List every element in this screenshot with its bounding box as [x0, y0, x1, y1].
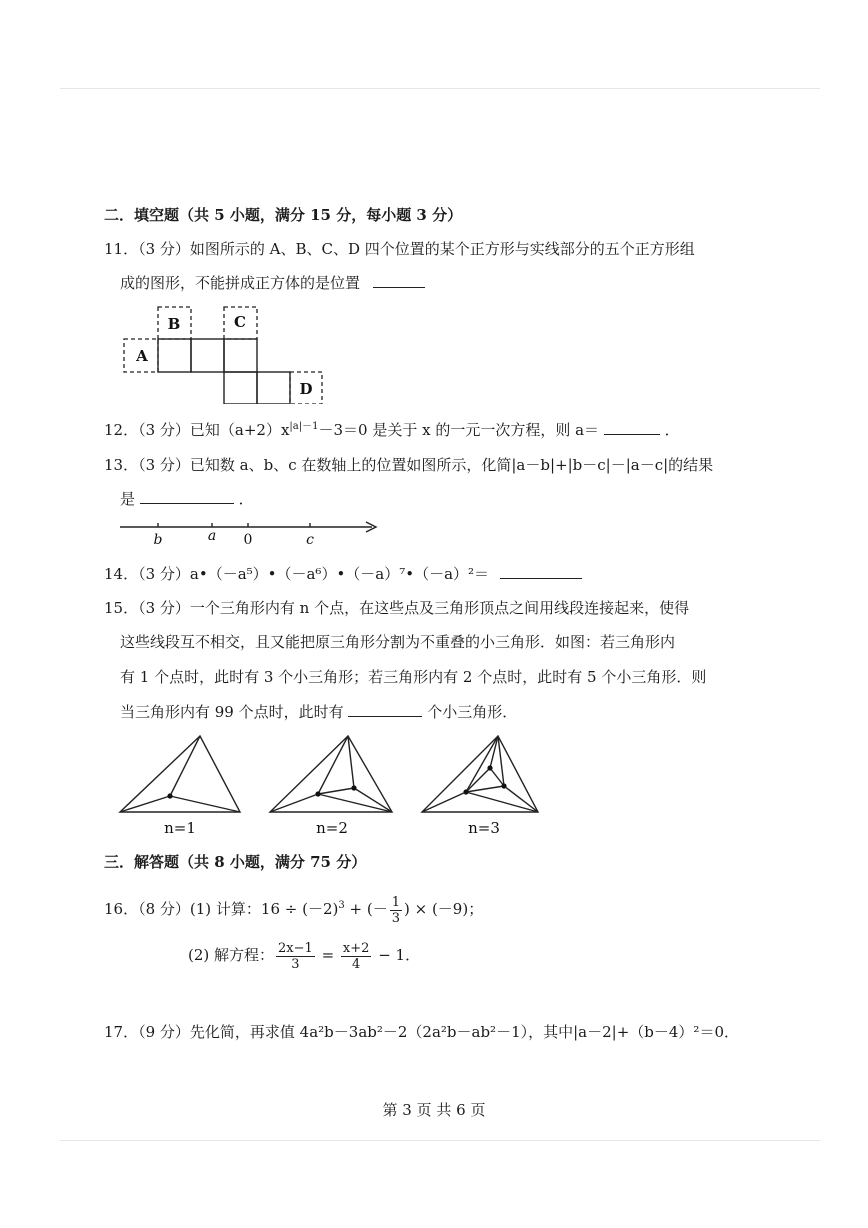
q15-line4-end: 个小三角形． [427, 703, 518, 721]
scan-edge-bottom [60, 1140, 820, 1141]
section-2-heading: 二．填空题（共 5 小题，满分 15 分，每小题 3 分） [104, 206, 463, 224]
axis-label-c: c [306, 532, 314, 548]
q14 [104, 564, 582, 584]
triangle-n3 [422, 736, 538, 812]
q17: 17．（9 分）先化简，再求值 4a²b－3ab²－2（2a²b－ab²－1），其中|a－2|+（b－4）²＝0． [104, 1023, 739, 1041]
point-n2-2 [351, 785, 356, 790]
net-square-1 [158, 339, 191, 372]
q16-part2-frac2-den: 4 [352, 956, 361, 972]
q16-part2-prefix: (2) 解方程： [188, 946, 275, 964]
caption-n1: n=1 [164, 819, 196, 837]
page-footer: 第 3 页 共 6 页 [382, 1101, 486, 1119]
label-c: C [234, 313, 246, 331]
q16-part1 [104, 892, 483, 926]
q14-text: 14．（3 分）a•（－a⁵）•（－a⁶）•（－a）⁷•（－a）²＝ [104, 565, 490, 583]
q14-answer-blank [500, 564, 582, 579]
q16-part2-eq: = [316, 946, 339, 964]
q15-line2: 这些线段互不相交，且又能把原三角形分割为不重叠的小三角形．如图：若三角形内 [120, 633, 676, 651]
axis-label-b: b [153, 532, 163, 548]
cube-net-figure [118, 302, 328, 404]
q16-part2-fraction-2 [341, 941, 372, 972]
q16-part1-frac-num: 1 [391, 894, 400, 910]
q16-part2-end: − 1． [373, 946, 421, 964]
q16-part1-exponent: 3 [338, 900, 345, 911]
net-square-5 [257, 372, 290, 404]
q13-end: ． [238, 490, 254, 508]
q16-part1-frac-den: 3 [391, 910, 400, 926]
net-square-3 [224, 339, 257, 372]
q16-part1-prefix: 16．（8 分）(1) 计算：16 ÷ (－2) [104, 900, 339, 918]
q16-part2 [188, 938, 420, 972]
q16-part2-fraction-1 [276, 941, 315, 972]
net-square-2 [191, 339, 224, 372]
caption-n3: n=3 [468, 819, 500, 837]
q11-line2-text: 成的图形，不能拼成正方体的是位置 [120, 274, 361, 292]
label-a: A [136, 347, 148, 365]
q12-suffix: －3＝0 是关于 x 的一元一次方程，则 a＝ [318, 421, 600, 439]
axis-label-0: 0 [243, 532, 253, 548]
q13-line2-text: 是 [120, 490, 136, 508]
net-square-4 [224, 372, 257, 404]
point-n1 [167, 793, 172, 798]
q12 [104, 420, 680, 440]
q16-part2-frac1-num: 2x−1 [278, 940, 313, 956]
q13-line1: 13．（3 分）已知数 a、b、c 在数轴上的位置如图所示，化简|a－b|+|b－c|－|a－c|的结果 [104, 456, 714, 474]
q13-line2 [120, 489, 254, 509]
q11-line1: 11．（3 分）如图所示的 A、B、C、D 四个位置的某个正方形与实线部分的五个正方形组 [104, 240, 695, 258]
q13-answer-blank [140, 489, 234, 504]
triangle-n1 [120, 736, 240, 812]
label-b: B [167, 315, 181, 333]
q15-line4 [120, 702, 517, 722]
q16-part2-frac2-num: x+2 [342, 940, 370, 956]
q16-part2-frac1-den: 3 [291, 956, 300, 972]
q12-answer-blank [604, 420, 660, 435]
label-d: D [299, 380, 313, 398]
caption-n2: n=2 [316, 819, 348, 837]
point-n2-1 [315, 791, 320, 796]
q16-part1-mid: + (－ [344, 900, 388, 918]
scan-edge-top [60, 88, 820, 89]
q15-line1: 15．（3 分）一个三角形内有 n 个点，在这些点及三角形顶点之间用线段连接起来，使得 [104, 599, 690, 617]
q15-line3: 有 1 个点时，此时有 3 个小三角形；若三角形内有 2 个点时，此时有 5 个小三角形．则 [120, 668, 707, 686]
triangle-n2 [270, 736, 392, 812]
triangle-figures [112, 732, 552, 837]
q12-end: ． [664, 421, 680, 439]
q15-line4-text: 当三角形内有 99 个点时，此时有 [120, 703, 344, 721]
q11-line2 [120, 273, 425, 293]
number-line [116, 515, 382, 549]
axis-label-a: a [207, 528, 217, 544]
q11-answer-blank [373, 273, 425, 288]
q16-part1-end: ) × (－9)； [403, 900, 484, 918]
q12-prefix: 12．（3 分）已知（a+2）x [104, 421, 290, 439]
section-3-heading: 三．解答题（共 8 小题，满分 75 分） [104, 853, 367, 871]
q12-exponent: |a|－1 [289, 421, 319, 432]
point-n3-3 [501, 783, 506, 788]
point-n3-2 [487, 765, 492, 770]
q16-part1-fraction [390, 895, 402, 926]
point-n3-1 [463, 789, 468, 794]
q15-answer-blank [348, 702, 422, 717]
